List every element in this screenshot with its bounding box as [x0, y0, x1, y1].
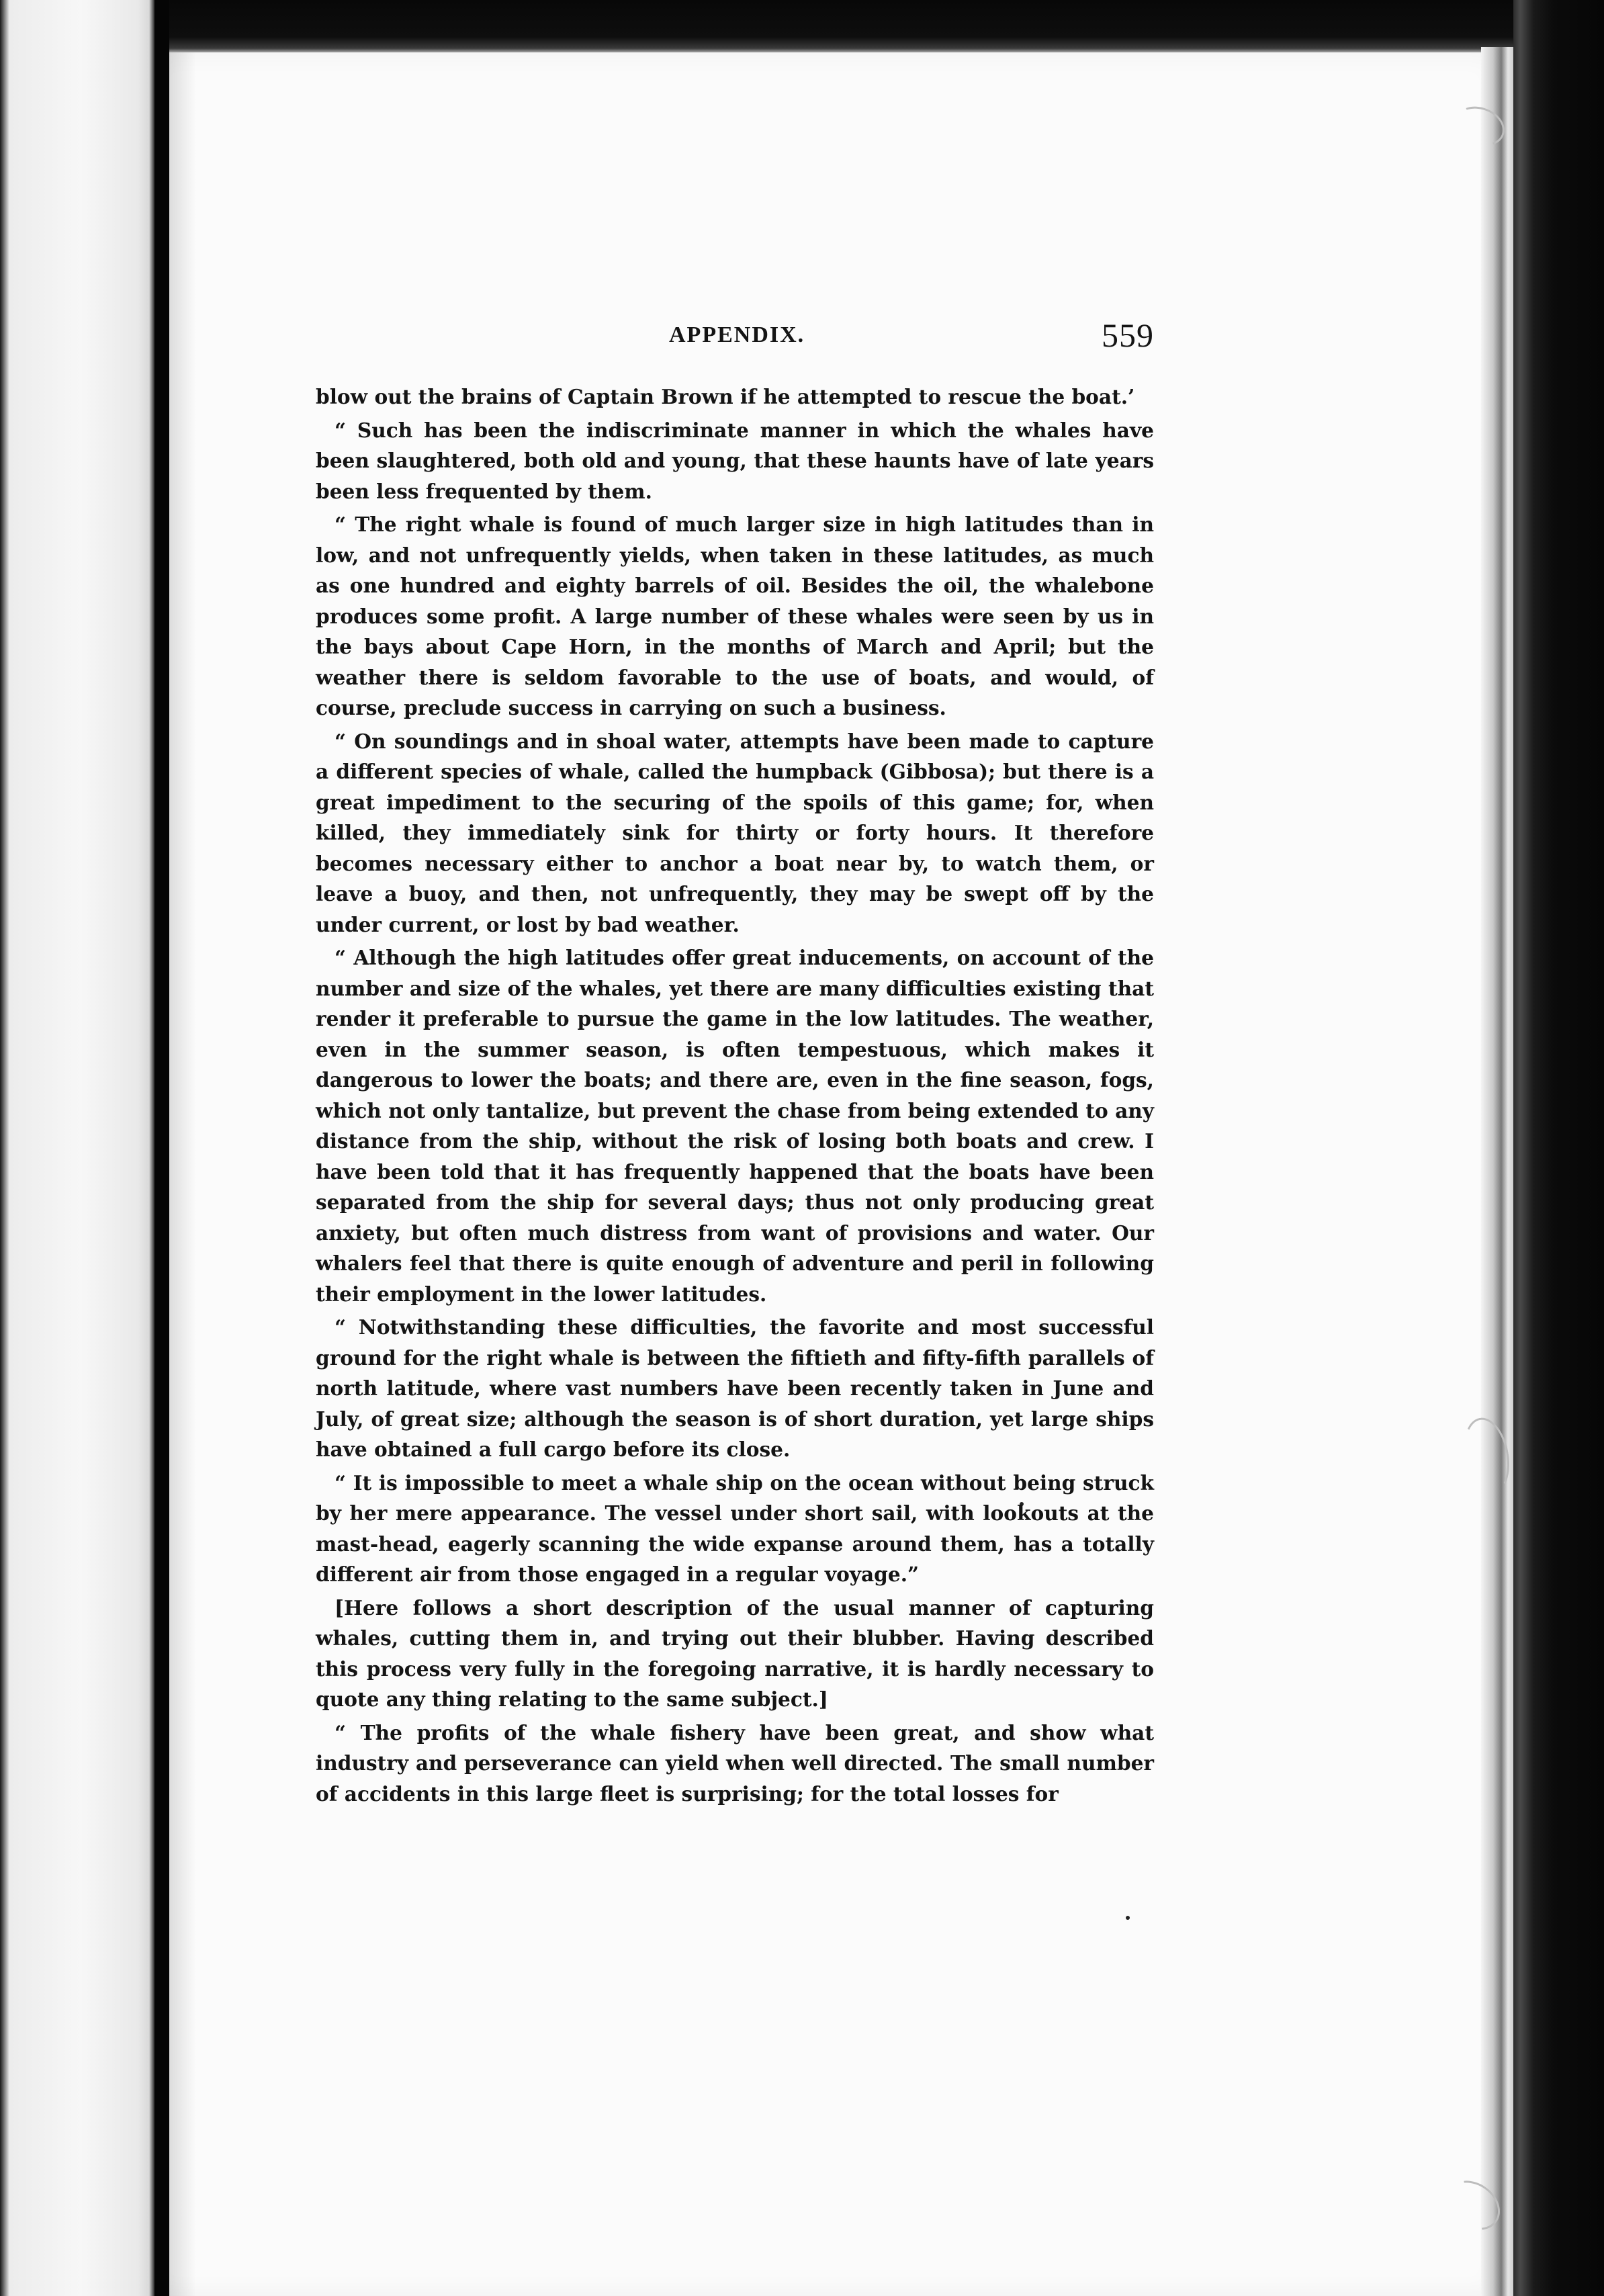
- page-stack-edge: [1481, 47, 1513, 2296]
- paragraph: blow out the brains of Captain Brown if he attempted to rescue the boat.’: [316, 385, 1135, 408]
- page-number: 559: [1102, 316, 1154, 354]
- book-gutter: [154, 0, 169, 2296]
- paragraph: “ Although the high latitudes offer great inducements, on account of the number and size of the whales, yet there are many difficulties existing that render it preferable to pursue the game in the low latitudes. The weather, even in the summer season, is often tempestuous, which makes it dangerous to lower the boats; and there are, even in the fine season, fogs, which not only tantalize, but prevent the chase from being extended to any distance from the ship, without the risk of losing both boats and crew. I have been told that it has frequently happened that the boats have been separated from the ship for several days; thus not only producing great anxiety, but often much distress from want of provisions and water. Our whalers feel that there is quite enough of adventure and peril in following their employment in the lower latitudes.: [316, 946, 1154, 1306]
- scan-top-border: [169, 0, 1519, 54]
- paragraph: [Here follows a short description of the usual manner of capturing whales, cutting them in, and trying out their blubber. Having described this process very fully in the foregoing narrative, it is hardly necessary to quote any thing relating to the same subject.]: [316, 1595, 1154, 1711]
- scan-background: [1513, 0, 1604, 2296]
- paragraph: “ The right whale is found of much larger size in high latitudes than in low, and not unfrequently yields, when taken in these latitudes, as much as one hundred and eighty barrels of oil. Besides the oil, the whalebone produces some profit. A large number of these whales were seen by us in the bays about Cape Horn, in the months of March and April; but the weather there is seldom favorable to the use of boats, and would, of course, preclude success in carrying on such a business.: [316, 513, 1154, 719]
- page-text-block: [316, 316, 1154, 1809]
- paragraph: “ It is impossible to meet a whale ship on the ocean without being struck by her mere appearance. The vessel under short sail, with lookouts at the mast-head, eagerly scanning the wide expanse around them, has a totally different air from those engaged in a regular voyage.”: [316, 1470, 1154, 1586]
- running-title: APPENDIX.: [669, 322, 805, 347]
- paragraph: “ Notwithstanding these difficulties, the favorite and most successful ground for the right whale is between the fiftieth and fifty-fifth parallels of north latitude, where vast numbers have been recently taken in June and July, of great size; although the season is of short duration, yet large ships have obtained a full cargo before its close.: [316, 1315, 1154, 1461]
- facing-page-edge: [0, 0, 154, 2296]
- paragraph: “ Such has been the indiscriminate manner in which the whales have been slaughtered, both old and young, that these haunts have of late years been less frequented by them.: [316, 418, 1154, 503]
- paragraph: “ The profits of the whale fishery have been great, and show what industry and perseverance can yield when well directed. The small number of accidents in this large fleet is surprising; for the total losses for: [316, 1720, 1154, 1806]
- body-text: [316, 382, 1154, 1809]
- ink-speck: [1126, 1916, 1130, 1920]
- gutter-shadow: [169, 52, 196, 2296]
- running-header: [316, 316, 1154, 363]
- paragraph: “ On soundings and in shoal water, attempts have been made to capture a different species of whale, called the humpback (Gibbosa); but there is a great impediment to the securing of the spoils of this game; for, when killed, they immediately sink for thirty or forty hours. It therefore becomes necessary either to anchor a boat near by, to watch them, or leave a buoy, and then, not unfrequently, they may be swept off by the under current, or lost by bad weather.: [316, 729, 1154, 936]
